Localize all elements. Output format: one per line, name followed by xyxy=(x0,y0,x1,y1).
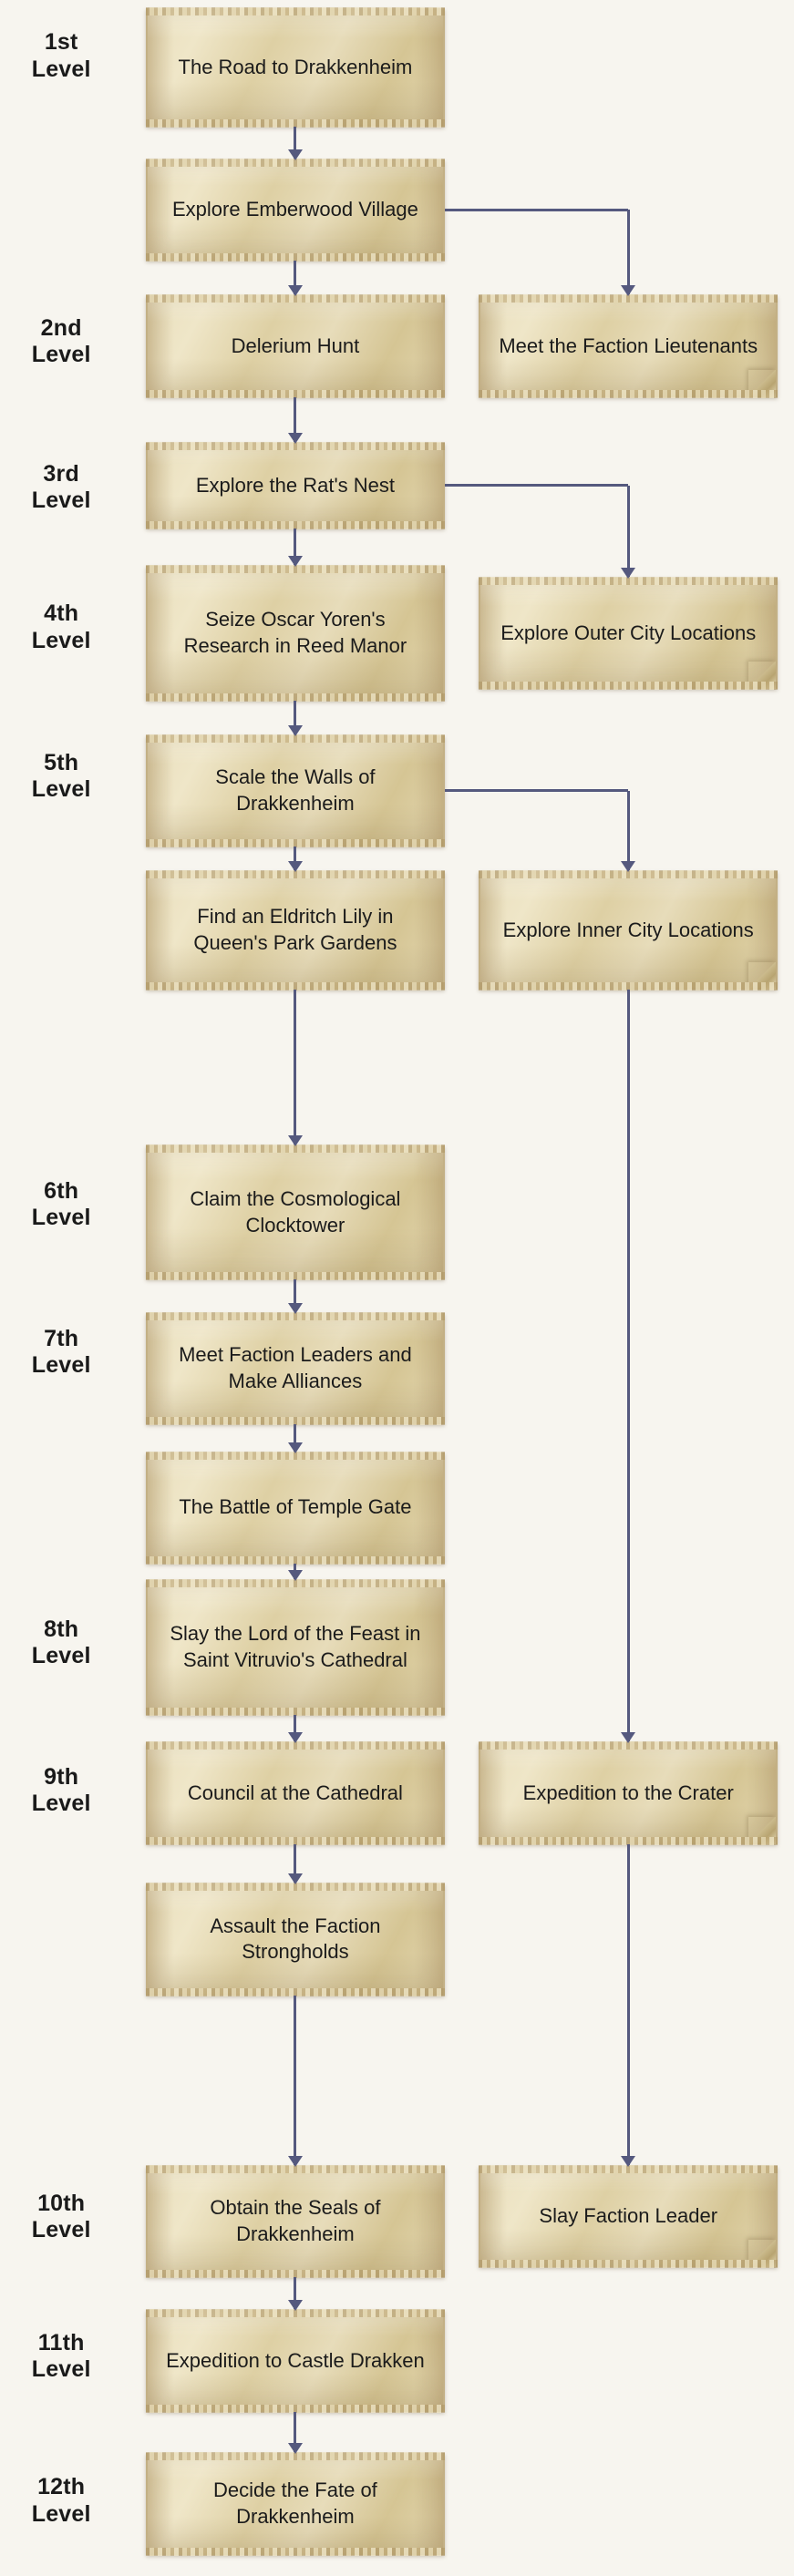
connector-edge-lily-to-clocktower xyxy=(294,990,296,1144)
quest-node-label: Obtain the Seals of Drakkenheim xyxy=(210,2196,381,2246)
quest-node-label: The Battle of Temple Gate xyxy=(179,1495,412,1519)
connector-edge-templegate-to-feast xyxy=(294,1564,296,1579)
level-label-8th xyxy=(6,1616,116,1670)
quest-node-expedition-to-the-crater[interactable] xyxy=(479,1742,778,1844)
connector-edge-road-to-emberwood xyxy=(294,127,296,159)
quest-node-label: Explore Emberwood Village xyxy=(171,198,418,221)
quest-node-battle-of-temple-gate[interactable] xyxy=(146,1452,445,1564)
level-number: 7th xyxy=(44,1325,79,1351)
quest-node-label: Claim the Cosmological Clocktower xyxy=(190,1187,401,1237)
quest-node-assault-faction-strongholds[interactable] xyxy=(146,1883,445,1995)
quest-node-explore-emberwood-village[interactable] xyxy=(146,159,445,262)
level-label-10th xyxy=(6,2191,116,2244)
quest-node-slay-lord-of-the-feast[interactable] xyxy=(146,1580,445,1715)
level-number: 9th xyxy=(44,1763,79,1790)
level-number: 3rd xyxy=(43,460,79,487)
level-word: Level xyxy=(31,1791,91,1817)
quest-node-label: Slay the Lord of the Feast in Saint Vitruvio's Cathedral xyxy=(170,1622,421,1671)
quest-node-find-eldritch-lily[interactable] xyxy=(146,871,445,990)
quest-node-council-at-the-cathedral[interactable] xyxy=(146,1742,445,1844)
connector-edge-walls-to-innercity-vertical xyxy=(627,791,630,870)
quest-node-label: Expedition to the Crater xyxy=(522,1781,734,1804)
scroll-curl-corner-icon xyxy=(748,962,776,990)
quest-node-label: The Road to Drakkenheim xyxy=(178,55,413,78)
quest-node-delerium-hunt[interactable] xyxy=(146,295,445,397)
quest-node-claim-clocktower[interactable] xyxy=(146,1145,445,1280)
level-label-4th xyxy=(6,600,116,654)
quest-node-explore-inner-city[interactable] xyxy=(479,871,778,990)
connector-edge-seals-to-castle xyxy=(294,2277,296,2309)
connector-edge-ratsnest-to-reedmanor xyxy=(294,529,296,565)
scroll-curl-corner-icon xyxy=(748,370,776,397)
quest-node-meet-faction-leaders[interactable] xyxy=(146,1313,445,1424)
quest-node-label: Scale the Walls of Drakkenheim xyxy=(215,765,376,815)
connector-edge-crater-to-slayleader xyxy=(627,1844,630,2165)
connector-edge-walls-to-lily xyxy=(294,847,296,870)
quest-node-label: Meet the Faction Lieutenants xyxy=(499,334,758,357)
level-word: Level xyxy=(31,2217,91,2243)
level-number: 5th xyxy=(44,749,79,775)
quest-node-label: Assault the Faction Strongholds xyxy=(210,1914,381,1964)
level-word: Level xyxy=(31,1205,91,1231)
quest-node-label: Expedition to Castle Drakken xyxy=(166,2348,425,2372)
scroll-curl-corner-icon xyxy=(748,1817,776,1844)
quest-node-label: Explore Inner City Locations xyxy=(502,918,754,941)
quest-node-expedition-castle-drakken[interactable] xyxy=(146,2310,445,2412)
level-number: 11th xyxy=(37,2329,85,2355)
connector-edge-ratsnest-to-outercity-vertical xyxy=(627,486,630,577)
connector-edge-emberwood-to-delerium xyxy=(294,261,296,294)
connector-edge-castle-to-fate xyxy=(294,2412,296,2452)
connector-edge-walls-to-innercity-horizontal xyxy=(445,789,629,792)
quest-node-label: Meet Faction Leaders and Make Alliances xyxy=(179,1343,412,1392)
level-label-6th xyxy=(6,1178,116,1232)
level-number: 10th xyxy=(37,2190,86,2216)
connector-edge-ratsnest-to-outercity-horizontal xyxy=(445,484,629,487)
connector-edge-clocktower-to-leaders xyxy=(294,1279,296,1311)
level-label-5th xyxy=(6,750,116,804)
quest-node-label: Explore the Rat's Nest xyxy=(195,473,395,497)
connector-edge-reedmanor-to-walls xyxy=(294,701,296,734)
quest-node-explore-rats-nest[interactable] xyxy=(146,443,445,529)
level-label-1st xyxy=(6,29,116,83)
level-number: 12th xyxy=(37,2474,86,2500)
level-word: Level xyxy=(31,487,91,514)
level-word: Level xyxy=(31,627,91,653)
scroll-curl-corner-icon xyxy=(748,2240,776,2267)
level-label-9th xyxy=(6,1764,116,1818)
connector-edge-delerium-to-ratsnest xyxy=(294,397,296,442)
level-label-2nd xyxy=(6,315,116,369)
quest-node-label: Explore Outer City Locations xyxy=(500,621,757,644)
quest-node-label: Decide the Fate of Drakkenheim xyxy=(213,2479,377,2528)
level-label-11th xyxy=(6,2330,116,2384)
level-number: 8th xyxy=(44,1616,79,1642)
level-number: 4th xyxy=(44,600,79,627)
quest-node-seize-oscar-yoren-research[interactable] xyxy=(146,566,445,701)
level-word: Level xyxy=(31,1352,91,1379)
quest-node-label: Delerium Hunt xyxy=(231,334,360,357)
level-label-3rd xyxy=(6,461,116,515)
quest-node-meet-faction-lieutenants[interactable] xyxy=(479,295,778,397)
level-word: Level xyxy=(31,1643,91,1669)
quest-node-slay-faction-leader[interactable] xyxy=(479,2166,778,2268)
connector-edge-innercity-to-crater xyxy=(627,990,630,1741)
level-word: Level xyxy=(31,2500,91,2527)
level-number: 6th xyxy=(44,1177,79,1204)
level-label-12th xyxy=(6,2474,116,2528)
quest-node-explore-outer-city[interactable] xyxy=(479,578,778,689)
connector-edge-leaders-to-templegate xyxy=(294,1424,296,1452)
quest-node-label: Find an Eldritch Lily in Queen's Park Gardens xyxy=(193,905,397,954)
connector-edge-feast-to-council xyxy=(294,1715,296,1742)
quest-node-decide-the-fate[interactable] xyxy=(146,2453,445,2555)
connector-edge-emberwood-to-lieutenants-horizontal xyxy=(445,209,629,211)
quest-node-label: Seize Oscar Yoren's Research in Reed Manor xyxy=(183,608,407,658)
level-number: 1st xyxy=(44,29,78,56)
quest-node-label: Slay Faction Leader xyxy=(539,2204,718,2228)
level-word: Level xyxy=(31,342,91,368)
quest-node-scale-the-walls[interactable] xyxy=(146,735,445,847)
level-word: Level xyxy=(31,56,91,82)
level-word: Level xyxy=(31,2356,91,2383)
quest-node-road-to-drakkenheim[interactable] xyxy=(146,8,445,127)
connector-edge-emberwood-to-lieutenants-vertical xyxy=(627,210,630,294)
level-word: Level xyxy=(31,776,91,803)
scroll-curl-corner-icon xyxy=(748,662,776,689)
level-number: 2nd xyxy=(40,314,82,341)
quest-node-label: Council at the Cathedral xyxy=(187,1781,403,1804)
level-label-7th xyxy=(6,1326,116,1380)
connector-edge-council-to-assault xyxy=(294,1844,296,1883)
connector-edge-assault-to-seals xyxy=(294,1996,296,2165)
quest-node-obtain-the-seals[interactable] xyxy=(146,2166,445,2277)
